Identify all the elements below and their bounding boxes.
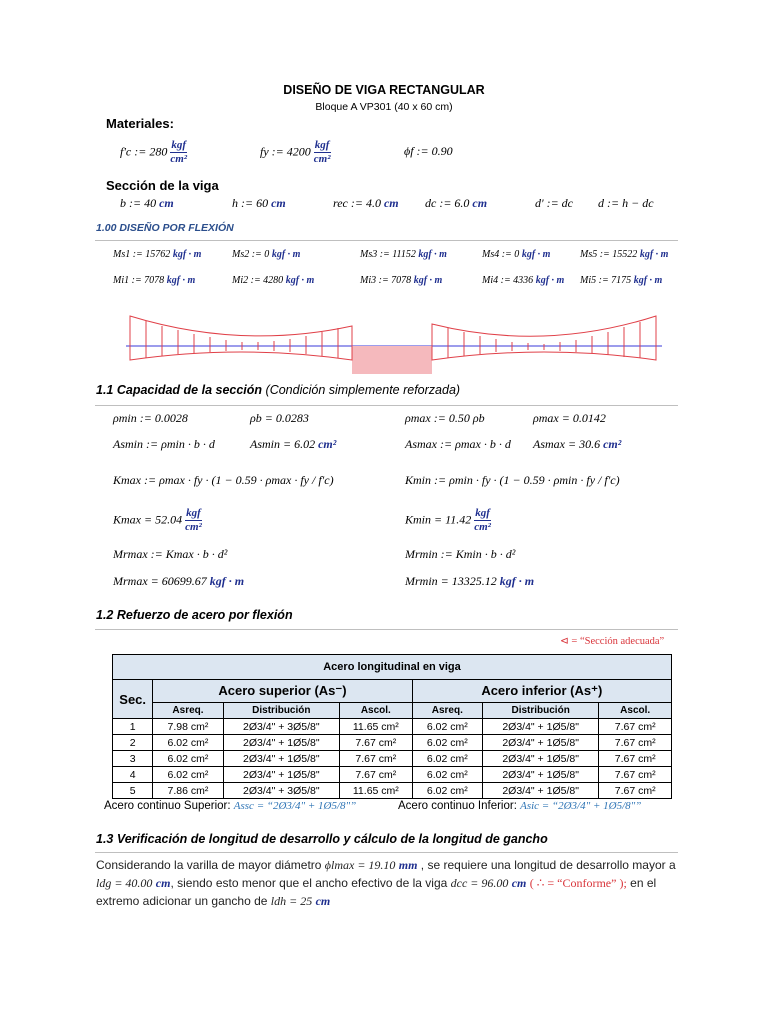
cell-top-col: 11.65 cm² xyxy=(340,783,413,799)
cell-bot-col: 7.67 cm² xyxy=(599,767,672,783)
left-span-hatching xyxy=(130,316,352,360)
development-line-2: ldg = 40.00 cm, siendo esto menor que el ancho efectivo de la viga dcc = 96.00 cm ( ∴ = “Conforme” ); en el xyxy=(96,876,657,890)
h-value: h := 60 cm xyxy=(232,196,286,210)
col-top-dist: Distribución xyxy=(223,703,339,719)
dc-value: dc := 6.0 cm xyxy=(425,196,488,210)
development-line-1: Considerando la varilla de mayor diámetro ϕlmax = 19.10 mm , se requiere una longitud de desarrollo mayor a xyxy=(96,858,676,872)
cell-bot-col: 7.67 cm² xyxy=(599,719,672,735)
divider xyxy=(95,240,678,241)
support-block xyxy=(352,346,432,374)
cell-bot-req: 6.02 cm² xyxy=(412,783,482,799)
rho-max: ρmax = 0.0142 xyxy=(533,411,606,425)
moment-mi2: Mi2 := 4280 kgf · m xyxy=(232,275,315,286)
cell-bot-req: 6.02 cm² xyxy=(412,751,482,767)
doc-title: DISEÑO DE VIGA RECTANGULAR xyxy=(283,83,485,97)
divider xyxy=(95,405,678,406)
moment-ms1: Ms1 := 15762 kgf · m xyxy=(113,249,202,260)
right-span-envelope xyxy=(432,316,656,360)
kmin-def: Kmin := ρmin · fy · (1 − 0.59 · ρmin · fy / f'c) xyxy=(405,473,620,487)
fc-value: f'c := 280 $\frac{\text{kgf}}{\text{cm²}}$ xyxy=(120,139,188,165)
cell-bot-dist: 2Ø3/4" + 1Ø5/8" xyxy=(482,767,598,783)
doc-subtitle: Bloque A VP301 (40 x 60 cm) xyxy=(315,101,453,113)
rho-max-def: ρmax := 0.50 ρb xyxy=(405,411,485,425)
continuous-bottom-steel: Acero continuo Inferior: Asic = “2Ø3/4" + 1Ø5/8"” xyxy=(398,800,642,812)
development-line-3: extremo adicionar un gancho de ldh = 25 cm xyxy=(96,894,331,908)
table-title: Acero longitudinal en viga xyxy=(113,655,672,680)
col-bot-dist: Distribución xyxy=(482,703,598,719)
left-span-envelope xyxy=(130,316,352,360)
moment-ms2: Ms2 := 0 kgf · m xyxy=(232,249,301,260)
cell-top-req: 6.02 cm² xyxy=(153,767,223,783)
divider xyxy=(95,629,678,630)
kmin: Kmin = 11.42 $\frac{\text{kgf}}{\text{cm²}}$ xyxy=(405,507,491,533)
table-row xyxy=(113,767,672,783)
cell-bot-dist: 2Ø3/4" + 1Ø5/8" xyxy=(482,719,598,735)
cell-bot-dist: 2Ø3/4" + 1Ø5/8" xyxy=(482,751,598,767)
dprime-value: d' := dc xyxy=(535,196,573,210)
cell-top-dist: 2Ø3/4" + 1Ø5/8" xyxy=(223,767,339,783)
cell-top-col: 11.65 cm² xyxy=(340,719,413,735)
section-heading: Sección de la viga xyxy=(106,178,219,193)
cell-bot-col: 7.67 cm² xyxy=(599,735,672,751)
phi-value: ϕf := 0.90 xyxy=(404,144,453,158)
moment-mi5: Mi5 := 7175 kgf · m xyxy=(580,275,663,286)
status-badge: ⊲ = “Sección adecuada” xyxy=(560,636,665,647)
cell-sec: 1 xyxy=(113,719,153,735)
development-heading: 1.3 Verificación de longitud de desarrollo y cálculo de la longitud de gancho xyxy=(96,832,548,846)
as-min: Asmin = 6.02 cm² xyxy=(250,437,337,451)
moment-diagram xyxy=(126,312,662,374)
right-span-hatching xyxy=(432,316,656,360)
bottom-group-header: Acero inferior (As⁺) xyxy=(412,680,671,703)
b-value: b := 40 cm xyxy=(120,196,174,210)
divider xyxy=(95,852,678,853)
cell-top-dist: 2Ø3/4" + 3Ø5/8" xyxy=(223,719,339,735)
capacity-heading: 1.1 Capacidad de la sección (Condición simplemente reforzada) xyxy=(96,383,461,397)
cell-sec: 2 xyxy=(113,735,153,751)
col-bot-col: Ascol. xyxy=(599,703,672,719)
cell-top-req: 6.02 cm² xyxy=(153,735,223,751)
table-row xyxy=(113,783,672,799)
cell-bot-req: 6.02 cm² xyxy=(412,735,482,751)
kmin-unit: $\frac{\text{kgf}}{\text{cm²}}$ xyxy=(474,507,491,533)
cell-top-req: 7.86 cm² xyxy=(153,783,223,799)
reinforcement-heading: 1.2 Refuerzo de acero por flexión xyxy=(96,608,293,622)
cell-top-req: 7.98 cm² xyxy=(153,719,223,735)
mrmax: Mrmax = 60699.67 kgf · m xyxy=(113,574,245,588)
cell-sec: 5 xyxy=(113,783,153,799)
d-value: d := h − dc xyxy=(598,196,654,210)
rho-min: ρmin := 0.0028 xyxy=(113,411,188,425)
moment-ms4: Ms4 := 0 kgf · m xyxy=(482,249,551,260)
cell-top-req: 6.02 cm² xyxy=(153,751,223,767)
moment-mi4: Mi4 := 4336 kgf · m xyxy=(482,275,565,286)
mrmin: Mrmin = 13325.12 kgf · m xyxy=(405,574,535,588)
rho-b: ρb = 0.0283 xyxy=(250,411,309,425)
flexion-heading: 1.00 DISEÑO POR FLEXIÓN xyxy=(96,222,234,234)
moment-mi3: Mi3 := 7078 kgf · m xyxy=(360,275,443,286)
kmax-def: Kmax := ρmax · fy · (1 − 0.59 · ρmax · fy / f'c) xyxy=(113,473,334,487)
cell-top-col: 7.67 cm² xyxy=(340,735,413,751)
continuous-top-steel: Acero continuo Superior: Assc = “2Ø3/4" + 1Ø5/8"” xyxy=(104,800,357,812)
col-bot-req: Asreq. xyxy=(412,703,482,719)
moment-mi1: Mi1 := 7078 kgf · m xyxy=(113,275,196,286)
col-top-col: Ascol. xyxy=(340,703,413,719)
cell-bot-req: 6.02 cm² xyxy=(412,767,482,783)
kmax: Kmax = 52.04 $\frac{\text{kgf}}{\text{cm²}}$ xyxy=(113,507,202,533)
cell-top-dist: 2Ø3/4" + 1Ø5/8" xyxy=(223,751,339,767)
mrmin-def: Mrmin := Kmin · b · d² xyxy=(405,547,516,561)
cell-bot-dist: 2Ø3/4" + 1Ø5/8" xyxy=(482,783,598,799)
table-row xyxy=(113,735,672,751)
cell-top-dist: 2Ø3/4" + 3Ø5/8" xyxy=(223,783,339,799)
rebar-table xyxy=(112,654,672,799)
fy-unit: $\frac{\text{kgf}}{\text{cm²}}$ xyxy=(313,139,331,165)
as-max: Asmax = 30.6 cm² xyxy=(533,437,622,451)
moment-ms3: Ms3 := 11152 kgf · m xyxy=(360,249,447,260)
cell-sec: 3 xyxy=(113,751,153,767)
top-group-header: Acero superior (As⁻) xyxy=(153,680,412,703)
kmax-unit: $\frac{\text{kgf}}{\text{cm²}}$ xyxy=(185,507,202,533)
col-top-req: Asreq. xyxy=(153,703,223,719)
as-min-def: Asmin := ρmin · b · d xyxy=(113,437,215,451)
rec-value: rec := 4.0 cm xyxy=(333,196,399,210)
as-max-def: Asmax := ρmax · b · d xyxy=(405,437,511,451)
cell-sec: 4 xyxy=(113,767,153,783)
cell-bot-dist: 2Ø3/4" + 1Ø5/8" xyxy=(482,735,598,751)
fc-unit: $\frac{\text{kgf}}{\text{cm²}}$ xyxy=(170,139,188,165)
table-row xyxy=(113,751,672,767)
moment-ms5: Ms5 := 15522 kgf · m xyxy=(580,249,669,260)
cell-top-dist: 2Ø3/4" + 1Ø5/8" xyxy=(223,735,339,751)
col-sec-header: Sec. xyxy=(113,680,153,719)
cell-top-col: 7.67 cm² xyxy=(340,767,413,783)
cell-bot-req: 6.02 cm² xyxy=(412,719,482,735)
cell-top-col: 7.67 cm² xyxy=(340,751,413,767)
table-row xyxy=(113,719,672,735)
mrmax-def: Mrmax := Kmax · b · d² xyxy=(113,547,228,561)
cell-bot-col: 7.67 cm² xyxy=(599,751,672,767)
materials-heading: Materiales: xyxy=(106,116,174,131)
cell-bot-col: 7.67 cm² xyxy=(599,783,672,799)
fy-value: fy := 4200 $\frac{\text{kgf}}{\text{cm²}}$ xyxy=(260,139,331,165)
